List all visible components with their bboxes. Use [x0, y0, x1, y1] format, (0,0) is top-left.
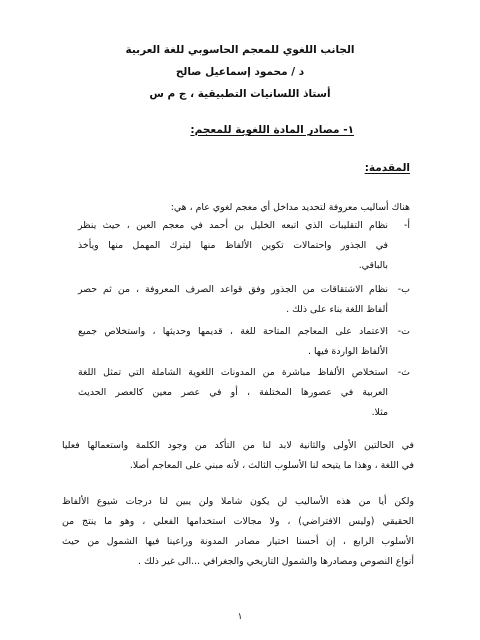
list-line: الاعتماد على المعاجم المتاحة للغة ، قديمها وحديثها ، واستخلاص جميع — [78, 326, 388, 337]
paragraph-line: أنواع النصوص ومصادرها والشمول التاريخي والجغرافي ...الى غير ذلك . — [138, 556, 414, 567]
list-marker: ت- — [397, 326, 410, 337]
paragraph — [62, 492, 414, 572]
list-line: الألفاظ الواردة فيها . — [307, 346, 388, 357]
paragraph-line: الحقيقي (وليس الافتراضي) ، ولا مجالات استخدامها الفعلي ، وهو ما ينتج من — [62, 516, 414, 527]
page-number: ١ — [237, 612, 243, 622]
list-line: نظام التقليبات الذي اتبعه الخليل بن أحمد في معجم العين ، حيث ينظر — [78, 220, 388, 231]
list-line: نظام الاشتقاقات من الجذور وفق قواعد الصرف المعروفة ، من ثم حصر — [78, 284, 388, 295]
list-marker: ث- — [397, 367, 410, 378]
author-name: د / محمود إسماعيل صالح — [175, 66, 305, 78]
paragraph-line: في اللغة ، وهذا ما يتيحه لنا الأسلوب الثالث ، لأنه مبني على المعاجم أصلا. — [129, 460, 414, 471]
list-item — [78, 280, 388, 320]
intro-text: هناك أساليب معروفة لتحديد مداخل أي معجم لغوي عام ، هي: — [170, 202, 410, 213]
list-item — [78, 363, 388, 423]
list-line: في الجذور واحتمالات تكوين الألفاظ منها ليترك المهمل منها ويأخذ — [78, 240, 388, 251]
list-line: بالباقي. — [358, 260, 388, 271]
list-item — [78, 322, 388, 362]
section-heading: ١- مصادر المادة اللغوية للمعجم: — [190, 124, 354, 136]
paragraph-line: الأسلوب الرابع ، إن أحسنا اختيار مصادر المدونة وراعينا فيها الشمول من حيث — [62, 536, 414, 547]
list-line: العربية في عصورها المختلفة ، أو في عصر معين كالعصر الحديث — [78, 387, 388, 398]
document-title: الجانب اللغوي للمعجم الحاسوبي للغة العربية — [125, 44, 355, 56]
list-line: ألفاظ اللغة بناء على ذلك . — [286, 304, 388, 315]
paragraph-line: ولكن أيا من هذه الأساليب لن يكون شاملا ولن يبين لنا درجات شيوع الألفاظ — [62, 496, 414, 507]
paragraph — [62, 436, 414, 476]
list-marker: ب- — [397, 284, 410, 295]
author-affiliation: أستاذ اللسانيات التطبيقية ، ج م س — [149, 88, 331, 100]
list-line: استخلاص الألفاظ مباشرة من المدونات اللغوية الشاملة التي تمثل اللغة — [78, 367, 388, 378]
paragraph-line: في الحالتين الأولى والثانية لابد لنا من التأكد من وجود الكلمة واستعمالها فعليا — [62, 440, 414, 451]
section-subheading: المقدمة: — [364, 162, 410, 174]
list-marker: أ- — [404, 220, 410, 231]
list-item — [78, 216, 388, 276]
list-line: مثلا. — [371, 407, 388, 418]
